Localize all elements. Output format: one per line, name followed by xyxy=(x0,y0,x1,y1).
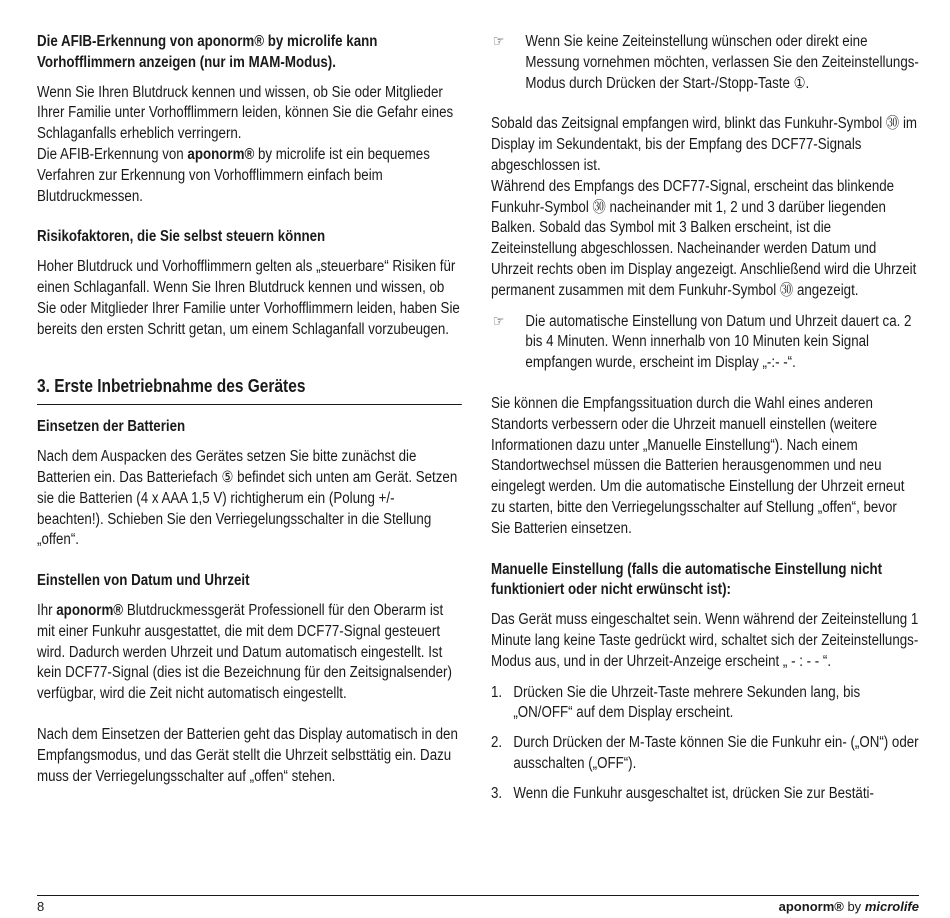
afib-paragraph-2: Die AFIB-Erkennung von aponorm® by microlife ist ein bequemes Verfahren zur Erkennung von Vorhofflimmern einfach beim Blutdruckmessen. xyxy=(37,145,430,205)
date-time-paragraph-2: Nach dem Einsetzen der Batterien geht das Display automatisch in den Empfangsmodus, und das Gerät stellt die Uhrzeit selbsttätig ein. Dazu muss der Verriegelungsschalter auf „offen“ stehen. xyxy=(37,725,458,785)
risk-heading: Risikofaktoren, die Sie selbst steuern können xyxy=(37,228,326,246)
battery-heading: Einsetzen der Batterien xyxy=(37,418,186,436)
list-item: 1. Drücken Sie die Uhrzeit-Taste mehrere Sekunden lang, bis „ON/OFF“ auf dem Display erscheint. xyxy=(491,683,861,722)
section-title: 3. Erste Inbetriebnahme des Gerätes xyxy=(37,374,462,405)
manual-steps-list xyxy=(491,683,919,805)
afib-heading: Die AFIB-Erkennung von aponorm® by microlife kann Vorhofflimmern anzeigen (nur im MAM-Modus). xyxy=(37,33,378,71)
location-paragraph: Sie können die Empfangssituation durch die Wahl eines anderen Standorts verbessern oder die Uhrzeit manuell einstellen (weitere Informationen dazu unter „Manuelle Einstellung“). Nach einem Standortwechsel müssen die Batterien herausgenommen und neu eingelegt werden. Um die automatische Einstellung der Uhrzeit erneut zu starten, bitte den Verriegelungsschalter auf Stellung „offen“, bevor Sie Batterien einsetzen. xyxy=(491,394,905,537)
battery-paragraph: Nach dem Auspacken des Gerätes setzen Sie bitte zunächst die Batterien ein. Das Batteriefach ⑤ befindet sich unten am Gerät. Setzen sie die Batterien (4 x AAA 1,5 V) richtigherum ein (Polung +/- beachten!). Schieben Sie den Verriegelungsschalter in die Stellung „offen“. xyxy=(37,448,458,549)
footer-divider xyxy=(37,895,919,896)
date-time-heading: Einstellen von Datum und Uhrzeit xyxy=(37,572,250,590)
note-auto-setting: ☞ Die automatische Einstellung von Datum und Uhrzeit dauert ca. 2 bis 4 Minuten. Wenn innerhalb von 10 Minuten kein Signal empfangen wurde, erscheint im Display „-:- -“. xyxy=(491,312,919,374)
note-skip-time: ☞ Wenn Sie keine Zeiteinstellung wünschen oder direkt eine Messung vornehmen möchten, verlassen Sie den Zeiteinstellungs-Modus durch Drücken der Start-/Stopp-Taste ①. xyxy=(491,32,919,94)
signal-paragraph-1: Sobald das Zeitsignal empfangen wird, blinkt das Funkuhr-Symbol ㉚ im Display im Sekundentakt, bis der Empfang des DCF77-Signals abgeschlossen ist. xyxy=(491,115,918,174)
microlife-logo: microlife xyxy=(864,899,919,914)
signal-paragraph-2: Während des Empfangs des DCF77-Signal, erscheint das blinkende Funkuhr-Symbol ㉚ nacheinander mit 1, 2 und 3 darüber liegenden Balken. Sobald das Symbol mit 3 Balken erscheint, ist die Zeiteinstellung abgeschlossen. Nacheinander werden Datum und Uhrzeit rechts oben im Display angezeigt. Anschließend wird die Uhrzeit permanent zusammen mit dem Funkuhr-Symbol ㉚ angezeigt. xyxy=(491,177,917,299)
brand-inline: aponorm® xyxy=(187,145,255,163)
afib-paragraph-1: Wenn Sie Ihren Blutdruck kennen und wissen, ob Sie oder Mitglieder Ihrer Familie unter Vorhofflimmern leiden, können Sie die Gefahr eines Schlaganfalls erheblich verringern. xyxy=(37,83,454,143)
manual-setting-paragraph: Das Gerät muss eingeschaltet sein. Wenn während der Zeiteinstellung 1 Minute lang keine Taste gedrückt wird, schaltet sich der Zeiteinstellungs-Modus aus, und in der Uhrzeit-Anzeige erscheint „ - : - - “. xyxy=(491,611,919,670)
date-time-paragraph-1: Ihr aponorm® Blutdruckmessgerät Professionell für den Oberarm ist mit einer Funkuhr ausgestattet, die mit dem DCF77-Signal gesteuert wird. Dadurch werden Uhrzeit und Datum automatisch eingestellt. Ist kein DCF77-Signal (dies ist die Bezeichnung für den Zeitsignalsender) verfügbar, wird die Zeit nicht automatisch eingestellt. xyxy=(37,601,452,703)
brand-inline: aponorm® xyxy=(56,601,124,619)
pointing-hand-icon: ☞ xyxy=(492,312,505,330)
manual-setting-heading: Manuelle Einstellung (falls die automatische Einstellung nicht funktioniert oder nicht erwünscht ist): xyxy=(491,560,883,599)
page-number: 8 xyxy=(37,899,45,914)
pointing-hand-icon: ☞ xyxy=(492,33,505,50)
left-column xyxy=(37,32,462,787)
right-column xyxy=(491,32,919,814)
list-item: 2. Durch Drücken der M-Taste können Sie die Funkuhr ein- („ON“) oder ausschalten („OFF“). xyxy=(491,734,919,772)
footer-brand: aponorm® by microlife xyxy=(778,899,919,914)
list-item: 3. Wenn die Funkuhr ausgeschaltet ist, drücken Sie zur Bestäti- xyxy=(491,784,874,802)
risk-paragraph: Hoher Blutdruck und Vorhofflimmern gelten als „steuerbare“ Risiken für einen Schlaganfall. Wenn Sie Ihren Blutdruck kennen und wissen, ob Sie oder Mitglieder Ihrer Familie unter Vorhofflimmern leiden, haben Sie bereits den ersten Schritt getan, um einem Schlaganfall vorzubeugen. xyxy=(37,258,460,338)
